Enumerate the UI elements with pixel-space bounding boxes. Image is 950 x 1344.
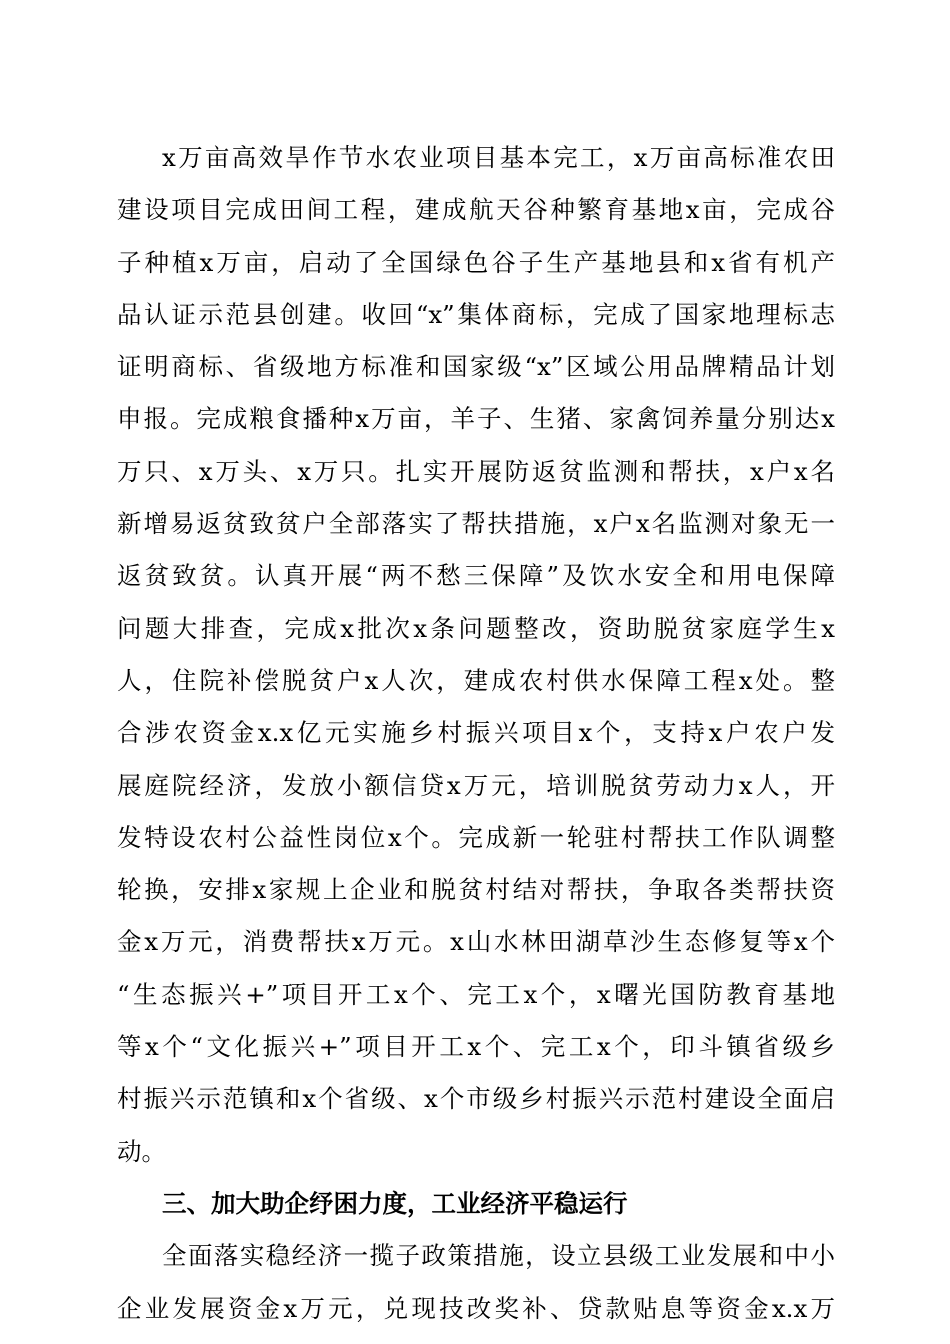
paragraph-line: 品认证示范县创建。收回“x”集体商标，完成了国家地理标志 bbox=[117, 299, 835, 329]
paragraph-line: 发特设农村公益性岗位x个。完成新一轮驻村帮扶工作队调整 bbox=[117, 822, 835, 852]
paragraph-line: 建设项目完成田间工程，建成航天谷种繁育基地x亩，完成谷 bbox=[117, 195, 835, 225]
paragraph-line: 动。 bbox=[117, 1136, 166, 1166]
paragraph-line: 证明商标、省级地方标准和国家级“x”区域公用品牌精品计划 bbox=[117, 352, 835, 382]
paragraph-line: 问题大排查，完成x批次x条问题整改，资助脱贫家庭学生x bbox=[117, 613, 835, 643]
paragraph-line: x万亩高效旱作节水农业项目基本完工，x万亩高标准农田 bbox=[162, 143, 835, 172]
paragraph-line: 金x万元，消费帮扶x万元。x山水林田湖草沙生态修复等x个 bbox=[117, 927, 835, 957]
paragraph-line: 返贫致贫。认真开展“两不愁三保障”及饮水安全和用电保障 bbox=[117, 561, 835, 591]
paragraph-line: “生态振兴+”项目开工x个、完工x个，x曙光国防教育基地 bbox=[117, 979, 835, 1009]
section-heading: 三、加大助企纾困力度，工业经济平稳运行 bbox=[162, 1188, 628, 1218]
paragraph-line: 企业发展资金x万元，兑现技改奖补、贷款贴息等资金x.x万 bbox=[117, 1293, 835, 1323]
paragraph-line: 新增易返贫致贫户全部落实了帮扶措施，x户x名监测对象无一 bbox=[117, 509, 835, 539]
paragraph-line: 人，住院补偿脱贫户x人次，建成农村供水保障工程x处。整 bbox=[117, 665, 835, 695]
paragraph-line: 展庭院经济，发放小额信贷x万元，培训脱贫劳动力x人，开 bbox=[117, 770, 835, 800]
paragraph-line: 子种植x万亩，启动了全国绿色谷子生产基地县和x省有机产 bbox=[117, 247, 835, 277]
paragraph-line: 合涉农资金x.x亿元实施乡村振兴项目x个，支持x户农户发 bbox=[117, 718, 835, 748]
paragraph-line: 等x个“文化振兴+”项目开工x个、完工x个，印斗镇省级乡 bbox=[117, 1032, 835, 1062]
paragraph-line: 村振兴示范镇和x个省级、x个市级乡村振兴示范村建设全面启 bbox=[117, 1084, 835, 1114]
paragraph-line: 申报。完成粮食播种x万亩，羊子、生猪、家禽饲养量分别达x bbox=[117, 404, 835, 434]
paragraph-line: 轮换，安排x家规上企业和脱贫村结对帮扶，争取各类帮扶资 bbox=[117, 875, 835, 905]
paragraph-line: 全面落实稳经济一揽子政策措施，设立县级工业发展和中小 bbox=[162, 1241, 835, 1271]
paragraph-line: 万只、x万头、x万只。扎实开展防返贫监测和帮扶，x户x名 bbox=[117, 456, 835, 486]
document-body bbox=[117, 132, 835, 1335]
